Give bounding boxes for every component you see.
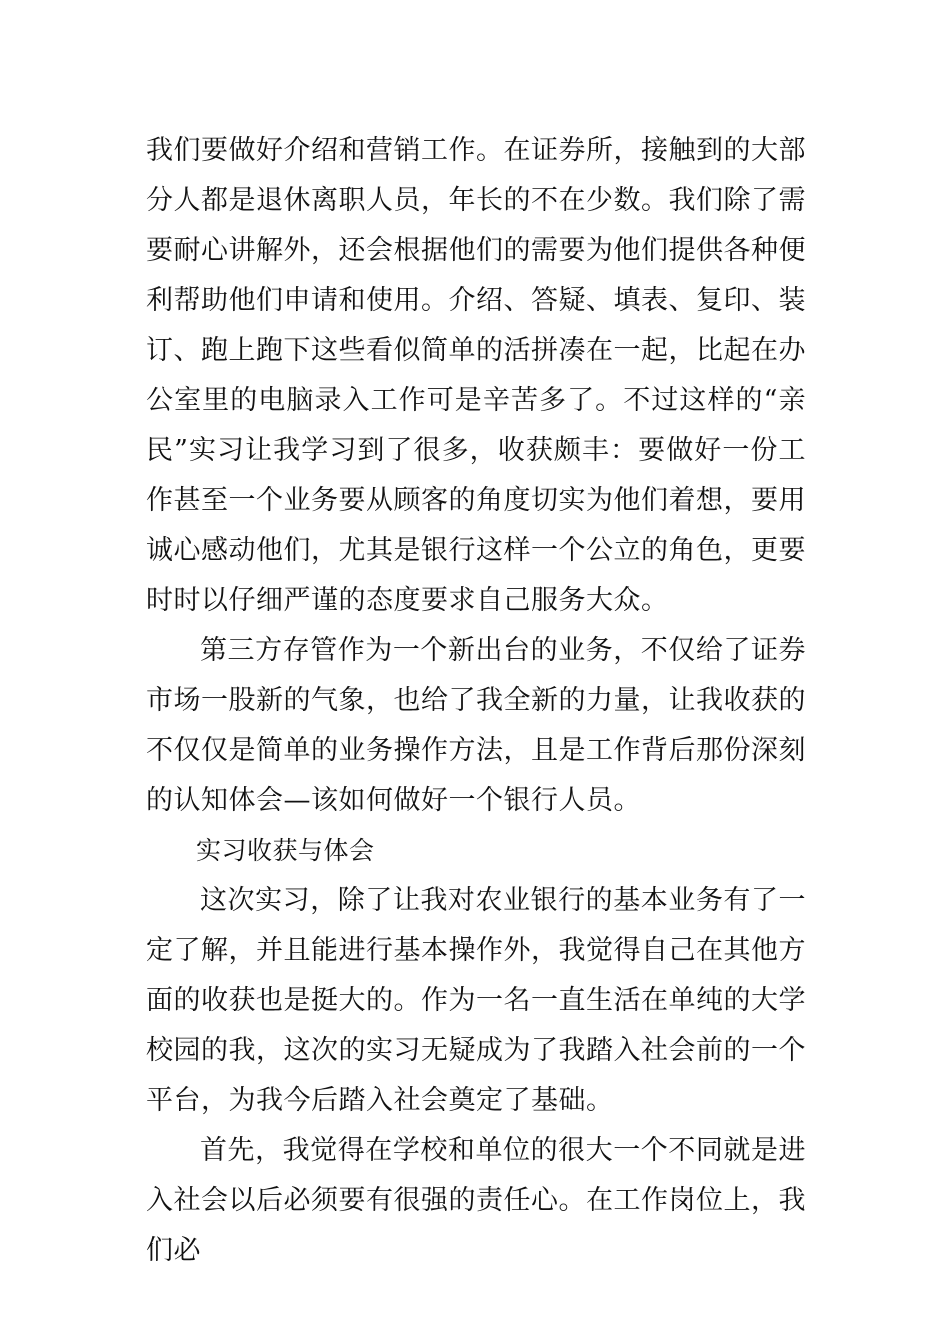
paragraph-responsibility: 首先，我觉得在学校和单位的很大一个不同就是进入社会以后必须要有很强的责任心。在工作岗位上，我们必 bbox=[146, 1135, 806, 1266]
paragraph-internship-gains: 这次实习，除了让我对农业银行的基本业务有了一定了解，并且能进行基本操作外，我觉得自己在其他方面的收获也是挺大的。作为一名一直生活在单纯的大学校园的我，这次的实习无疑成为了我踏入社会前的一个平台，为我今后踏入社会奠定了基础。 bbox=[146, 885, 806, 1116]
paragraph-intro-work: 我们要做好介绍和营销工作。在证券所，接触到的大部分人都是退休离职人员，年长的不在少数。我们除了需要耐心讲解外，还会根据他们的需要为他们提供各种便利帮助他们申请和使用。介绍、答疑、填表、复印、装订、跑上跑下这些看似简单的活拼凑在一起，比起在办公室里的电脑录入工作可是辛苦多了。不过这样的“亲民”实习让我学习到了很多，收获颇丰：要做好一份工作甚至一个业务要从顾客的角度切实为他们着想，要用诚心感动他们，尤其是银行这样一个公立的角色，更要时时以仔细严谨的态度要求自己服务大众。 bbox=[146, 135, 806, 616]
section-heading: 实习收获与体会 bbox=[196, 836, 375, 865]
document-body bbox=[146, 126, 806, 1276]
paragraph-third-party-custody: 第三方存管作为一个新出台的业务，不仅给了证券市场一股新的气象，也给了我全新的力量，让我收获的不仅仅是简单的业务操作方法，且是工作背后那份深刻的认知体会—该如何做好一个银行人员。 bbox=[146, 635, 806, 816]
